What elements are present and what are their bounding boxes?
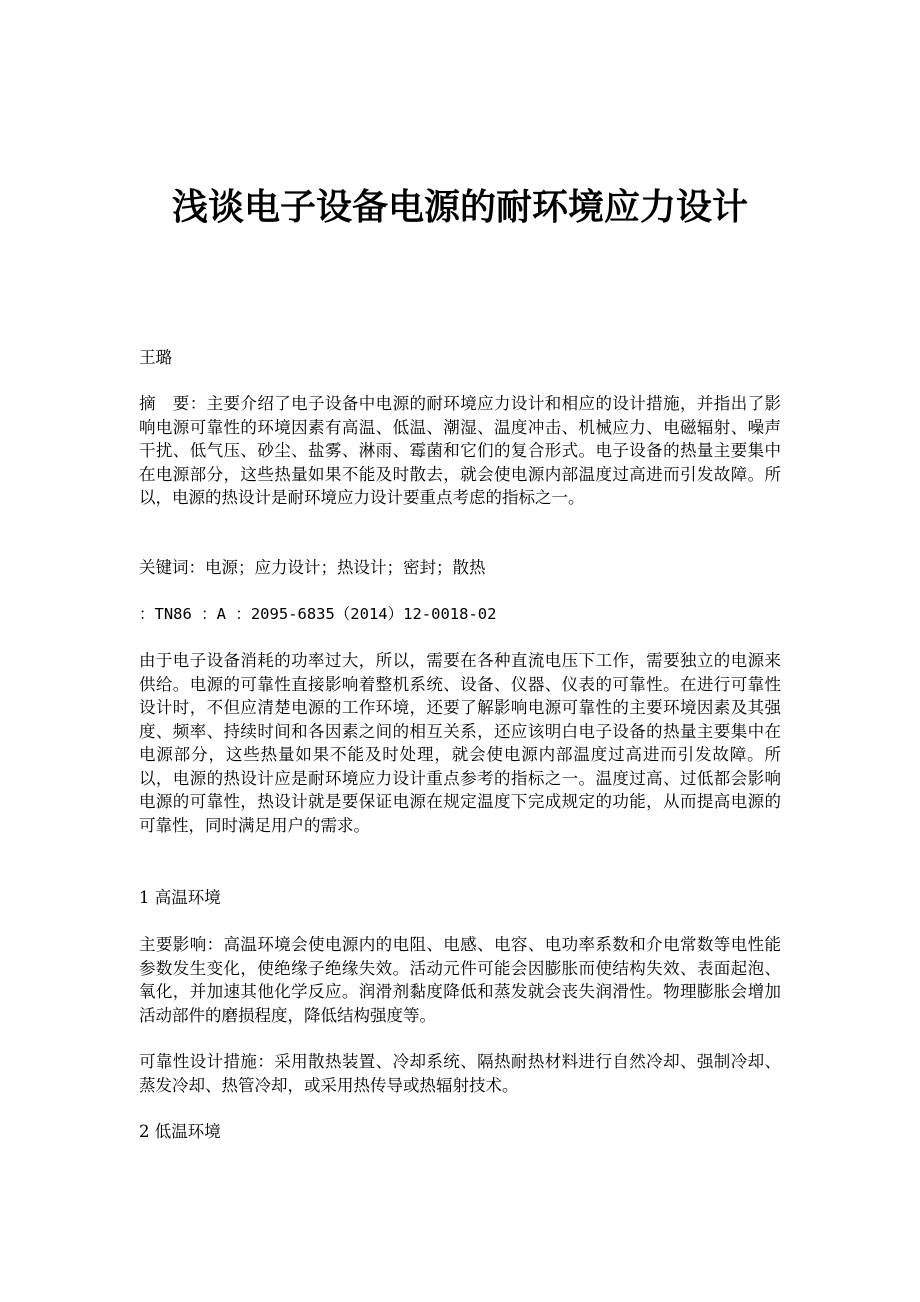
section-1-effect-paragraph: 主要影响：高温环境会使电源内的电阻、电感、电容、电功率系数和介电常数等电性能参数发生变化，使绝缘子绝缘失效。活动元件可能会因膨胀而使结构失效、表面起泡、氧化，并加速其他化学反应。润滑剂黏度降低和蒸发就会丧失润滑性。物理膨胀会增加活动部件的磨损程度，降低结构强度等。 — [139, 935, 781, 1025]
author-name: 王璐 — [139, 348, 172, 367]
classification-line: ：TN86 ：A ：2095-6835（2014）12-0018-02 — [139, 605, 497, 623]
section-1-measures-paragraph: 可靠性设计措施：采用散热装置、冷却系统、隔热耐热材料进行自然冷却、强制冷却、蒸发冷却、热管冷却，或采用热传导或热辐射技术。 — [139, 1052, 781, 1095]
abstract-paragraph: 摘 要：主要介绍了电子设备中电源的耐环境应力设计和相应的设计措施，并指出了影响电源可靠性的环境因素有高温、低温、潮湿、温度冲击、机械应力、电磁辐射、噪声干扰、低气压、砂尘、盐雾、淋雨、霉菌和它们的复合形式。电子设备的热量主要集中在电源部分，这些热量如果不能及时散去，就会使电源内部温度过高进而引发故障。所以，电源的热设计是耐环境应力设计要重点考虑的指标之一。 — [139, 394, 781, 507]
section-2-heading: 2 低温环境 — [139, 1122, 221, 1141]
section-1-heading: 1 高温环境 — [139, 888, 221, 907]
document-title: 浅谈电子设备电源的耐环境应力设计 — [171, 187, 748, 228]
keywords-line: 关键词：电源；应力设计；热设计；密封；散热 — [139, 558, 486, 577]
intro-paragraph: 由于电子设备消耗的功率过大，所以，需要在各种直流电压下工作，需要独立的电源来供给。电源的可靠性直接影响着整机系统、设备、仪器、仪表的可靠性。在进行可靠性设计时，不但应清楚电源的工作环境，还要了解影响电源可靠性的主要环境因素及其强度、频率、持续时间和各因素之间的相互关系，还应该明白电子设备的热量主要集中在电源部分，这些热量如果不能及时处理，就会使电源内部温度过高进而引发故障。所以，电源的热设计应是耐环境应力设计重点参考的指标之一。温度过高、过低都会影响电源的可靠性，热设计就是要保证电源在规定温度下完成规定的功能，从而提高电源的可靠性，同时满足用户的需求。 — [139, 651, 781, 835]
